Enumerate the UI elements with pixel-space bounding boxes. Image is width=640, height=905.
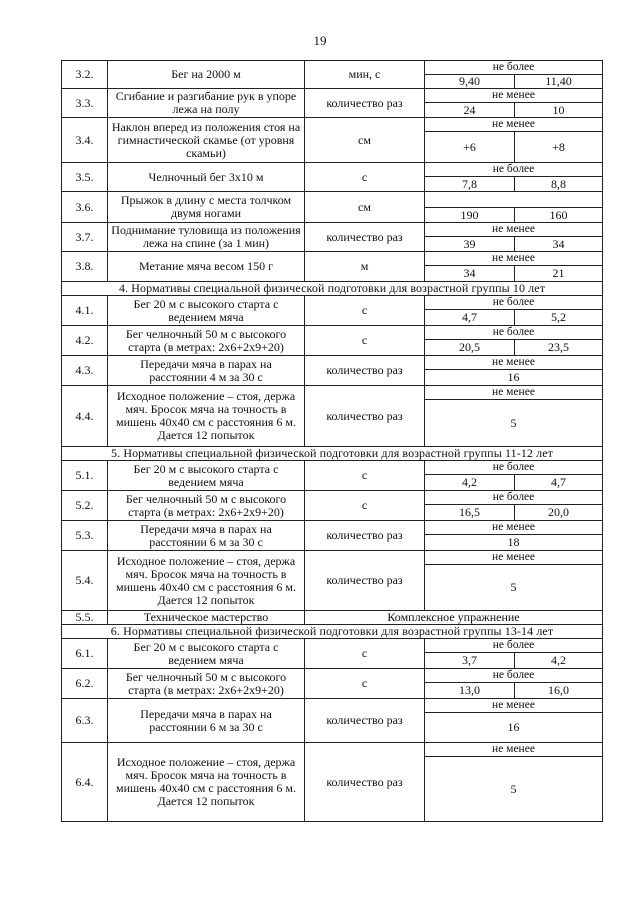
exercise-name: Бег челночный 50 м с высокого старта (в метрах: 2x6+2x9+20) [108, 326, 305, 356]
exercise-name: Бег 20 м с высокого старта с ведением мяча [108, 639, 305, 669]
standard-value-1: 34 [425, 266, 515, 282]
exercise-name: Исходное положение – стоя, держа мяч. Бросок мяча на точность в мишень 40x40 см с расстояния 6 м. Дается 12 попыток [108, 386, 305, 447]
exercise-name: Исходное положение – стоя, держа мяч. Бросок мяча на точность в мишень 40x40 см с расстояния 6 м. Дается 12 попыток [108, 551, 305, 611]
condition-label: не менее [425, 356, 603, 370]
section-title: 4. Нормативы специальной физической подготовки для возрастной группы 10 лет [62, 282, 603, 296]
table-row [62, 296, 603, 310]
unit-of-measure: с [305, 669, 425, 699]
standard-value-2: 4,7 [515, 475, 603, 491]
standard-value-1: 20,5 [425, 340, 515, 356]
standard-value-2: 23,5 [515, 340, 603, 356]
unit-of-measure: количество раз [305, 699, 425, 743]
standard-value-2: 4,2 [515, 653, 603, 669]
unit-of-measure: количество раз [305, 223, 425, 252]
standard-value-2: 11,40 [515, 75, 603, 89]
page-number: 19 [313, 33, 327, 48]
table-row [62, 356, 603, 370]
exercise-name: Бег челночный 50 м с высокого старта (в метрах: 2x6+2x9+20) [108, 491, 305, 521]
condition-label: не более [425, 669, 603, 683]
standard-value-2: 10 [515, 103, 603, 118]
condition-label: не более [425, 326, 603, 340]
item-number: 4.4. [62, 386, 108, 447]
item-number: 3.8. [62, 252, 108, 282]
condition-label: не более [425, 163, 603, 177]
exercise-name: Техническое мастерство [108, 611, 305, 625]
table-row [62, 461, 603, 475]
exercise-name: Метание мяча весом 150 г [108, 252, 305, 282]
table-row [62, 223, 603, 237]
unit-of-measure: с [305, 163, 425, 192]
table-row [62, 521, 603, 535]
table-row [62, 699, 603, 713]
unit-of-measure: см [305, 192, 425, 223]
condition-label: не менее [425, 699, 603, 713]
unit-of-measure: м [305, 252, 425, 282]
item-number: 6.1. [62, 639, 108, 669]
item-number: 4.1. [62, 296, 108, 326]
section-header-row [62, 282, 603, 296]
unit-of-measure: с [305, 326, 425, 356]
standard-value-1: 16,5 [425, 505, 515, 521]
condition-label: не менее [425, 743, 603, 757]
exercise-name: Передачи мяча в парах на расстоянии 4 м за 30 с [108, 356, 305, 386]
standard-value: 5 [425, 565, 603, 611]
standard-value-1: +6 [425, 132, 515, 163]
unit-of-measure: количество раз [305, 743, 425, 822]
item-number: 4.2. [62, 326, 108, 356]
unit-of-measure: см [305, 118, 425, 163]
section-header-row [62, 625, 603, 639]
condition-label: не менее [425, 89, 603, 103]
condition-label: не менее [425, 223, 603, 237]
standard-value-1: 4,2 [425, 475, 515, 491]
standard-value-1: 39 [425, 237, 515, 252]
section-title: 5. Нормативы специальной физической подготовки для возрастной группы 11-12 лет [62, 447, 603, 461]
table-row [62, 639, 603, 653]
item-number: 5.2. [62, 491, 108, 521]
condition-label: не менее [425, 386, 603, 400]
standard-value-2: 34 [515, 237, 603, 252]
exercise-name: Передачи мяча в парах на расстоянии 6 м за 30 с [108, 521, 305, 551]
item-number: 3.5. [62, 163, 108, 192]
table-row [62, 551, 603, 565]
condition-label: не более [425, 461, 603, 475]
table-row [62, 192, 603, 208]
item-number: 3.3. [62, 89, 108, 118]
standard-value-1: 7,8 [425, 177, 515, 192]
standard-value-2: 8,8 [515, 177, 603, 192]
item-number: 5.1. [62, 461, 108, 491]
item-number: 4.3. [62, 356, 108, 386]
item-number: 5.4. [62, 551, 108, 611]
unit-of-measure: с [305, 296, 425, 326]
table-row [62, 252, 603, 266]
unit-of-measure: количество раз [305, 521, 425, 551]
item-number: 3.7. [62, 223, 108, 252]
condition-label: не более [425, 639, 603, 653]
section-title: 6. Нормативы специальной физической подготовки для возрастной группы 13-14 лет [62, 625, 603, 639]
unit-of-measure: мин, с [305, 61, 425, 89]
standard-value-2: 160 [515, 208, 603, 223]
standard-value: 5 [425, 757, 603, 822]
item-number: 3.6. [62, 192, 108, 223]
standard-value: 5 [425, 400, 603, 447]
standard-value: 16 [425, 370, 603, 386]
standard-value-2: +8 [515, 132, 603, 163]
condition-label: не менее [425, 521, 603, 535]
table-row [62, 491, 603, 505]
item-number: 5.3. [62, 521, 108, 551]
standard-value-1: 13,0 [425, 683, 515, 699]
standard-value-1: 4,7 [425, 310, 515, 326]
norms-table [61, 60, 603, 822]
table-row [62, 386, 603, 400]
unit-of-measure: с [305, 491, 425, 521]
standard-value-2: 20,0 [515, 505, 603, 521]
standard-value: 16 [425, 713, 603, 743]
unit-of-measure: количество раз [305, 551, 425, 611]
exercise-name: Сгибание и разгибание рук в упоре лежа на полу [108, 89, 305, 118]
item-number: 6.3. [62, 699, 108, 743]
exercise-name: Передачи мяча в парах на расстоянии 6 м за 30 с [108, 699, 305, 743]
exercise-name: Челночный бег 3x10 м [108, 163, 305, 192]
exercise-name: Бег на 2000 м [108, 61, 305, 89]
condition-label: не менее [425, 118, 603, 132]
condition-label [425, 192, 603, 208]
table-row [62, 743, 603, 757]
table-row [62, 611, 603, 625]
section-header-row [62, 447, 603, 461]
standard-value-1: 190 [425, 208, 515, 223]
standard-value: Комплексное упражнение [305, 611, 603, 625]
standard-value-1: 9,40 [425, 75, 515, 89]
table-row [62, 163, 603, 177]
standard-value-2: 21 [515, 266, 603, 282]
condition-label: не менее [425, 252, 603, 266]
unit-of-measure: с [305, 461, 425, 491]
exercise-name: Поднимание туловища из положения лежа на спине (за 1 мин) [108, 223, 305, 252]
item-number: 5.5. [62, 611, 108, 625]
exercise-name: Бег челночный 50 м с высокого старта (в метрах: 2x6+2x9+20) [108, 669, 305, 699]
unit-of-measure: количество раз [305, 386, 425, 447]
table-row [62, 61, 603, 75]
item-number: 6.2. [62, 669, 108, 699]
exercise-name: Наклон вперед из положения стоя на гимнастической скамье (от уровня скамьи) [108, 118, 305, 163]
item-number: 3.4. [62, 118, 108, 163]
condition-label: не более [425, 61, 603, 75]
standard-value-1: 3,7 [425, 653, 515, 669]
condition-label: не менее [425, 551, 603, 565]
exercise-name: Бег 20 м с высокого старта с ведением мяча [108, 461, 305, 491]
item-number: 6.4. [62, 743, 108, 822]
table-row [62, 669, 603, 683]
standard-value-1: 24 [425, 103, 515, 118]
standard-value-2: 5,2 [515, 310, 603, 326]
item-number: 3.2. [62, 61, 108, 89]
table-row [62, 326, 603, 340]
exercise-name: Прыжок в длину с места толчком двумя ногами [108, 192, 305, 223]
condition-label: не более [425, 296, 603, 310]
exercise-name: Исходное положение – стоя, держа мяч. Бросок мяча на точность в мишень 40x40 см с расстояния 6 м. Дается 12 попыток [108, 743, 305, 822]
standard-value: 18 [425, 535, 603, 551]
unit-of-measure: с [305, 639, 425, 669]
unit-of-measure: количество раз [305, 89, 425, 118]
exercise-name: Бег 20 м с высокого старта с ведением мяча [108, 296, 305, 326]
unit-of-measure: количество раз [305, 356, 425, 386]
table-row [62, 89, 603, 103]
condition-label: не более [425, 491, 603, 505]
table-row [62, 118, 603, 132]
standard-value-2: 16,0 [515, 683, 603, 699]
